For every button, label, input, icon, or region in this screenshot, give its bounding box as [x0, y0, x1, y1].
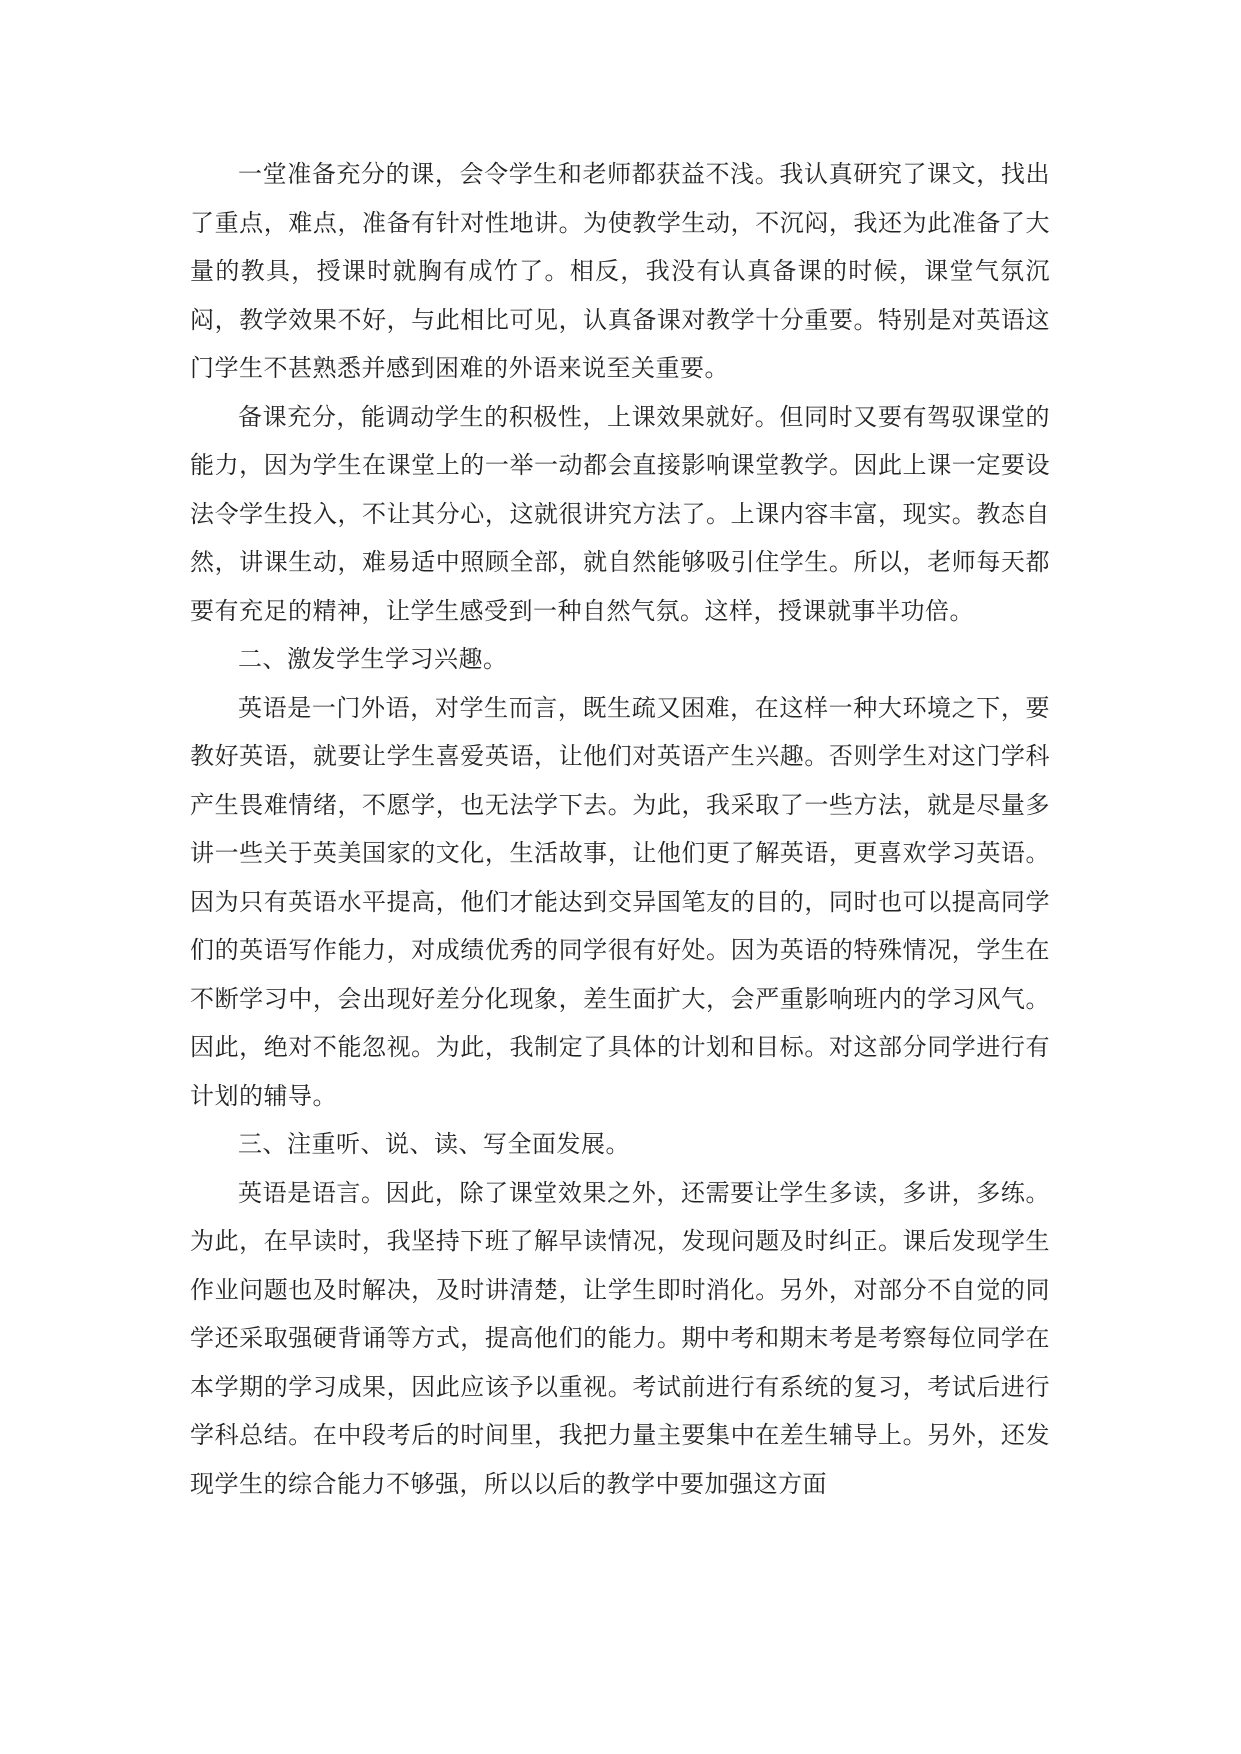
paragraph-classroom-control: 备课充分，能调动学生的积极性，上课效果就好。但同时又要有驾驭课堂的能力，因为学生在课堂上的一举一动都会直接影响课堂教学。因此上课一定要设法令学生投入，不让其分心，这就很讲究方法了。上课内容丰富，现实。教态自然，讲课生动，难易适中照顾全部，就自然能够吸引住学生。所以，老师每天都要有充足的精神，让学生感受到一种自然气氛。这样，授课就事半功倍。: [190, 402, 1050, 625]
paragraph-lesson-preparation: 一堂准备充分的课，会令学生和老师都获益不浅。我认真研究了课文，找出了重点，难点，准备有针对性地讲。为使教学生动，不沉闷，我还为此准备了大量的教具，授课时就胸有成竹了。相反，我没有认真备课的时候，课堂气氛沉闷，教学效果不好，与此相比可见，认真备课对教学十分重要。特别是对英语这门学生不甚熟悉并感到困难的外语来说至关重要。: [190, 160, 1050, 382]
document-body: [190, 150, 1050, 1508]
paragraph-interest: 英语是一门外语，对学生而言，既生疏又困难，在这样一种大环境之下，要教好英语，就要让学生喜爱英语，让他们对英语产生兴趣。否则学生对这门学科产生畏难情绪，不愿学，也无法学下去。为此，我采取了一些方法，就是尽量多讲一些关于英美国家的文化，生活故事，让他们更了解英语，更喜欢学习英语。因为只有英语水平提高，他们才能达到交异国笔友的目的，同时也可以提高同学们的英语写作能力，对成绩优秀的同学很有好处。因为英语的特殊情况，学生在不断学习中，会出现好差分化现象，差生面扩大，会严重影响班内的学习风气。因此，绝对不能忽视。为此，我制定了具体的计划和目标。对这部分同学进行有计划的辅导。: [190, 693, 1050, 1110]
section-heading-skills: 三、注重听、说、读、写全面发展。: [238, 1130, 630, 1158]
paragraph-skills: 英语是语言。因此，除了课堂效果之外，还需要让学生多读，多讲，多练。为此，在早读时，我坚持下班了解早读情况，发现问题及时纠正。课后发现学生作业问题也及时解决，及时讲清楚，让学生即时消化。另外，对部分不自觉的同学还采取强硬背诵等方式，提高他们的能力。期中考和期末考是考察每位同学在本学期的学习成果，因此应该予以重视。考试前进行有系统的复习，考试后进行学科总结。在中段考后的时间里，我把力量主要集中在差生辅导上。另外，还发现学生的综合能力不够强，所以以后的教学中要加强这方面: [190, 1178, 1050, 1498]
section-heading-interest: 二、激发学生学习兴趣。: [238, 645, 508, 673]
